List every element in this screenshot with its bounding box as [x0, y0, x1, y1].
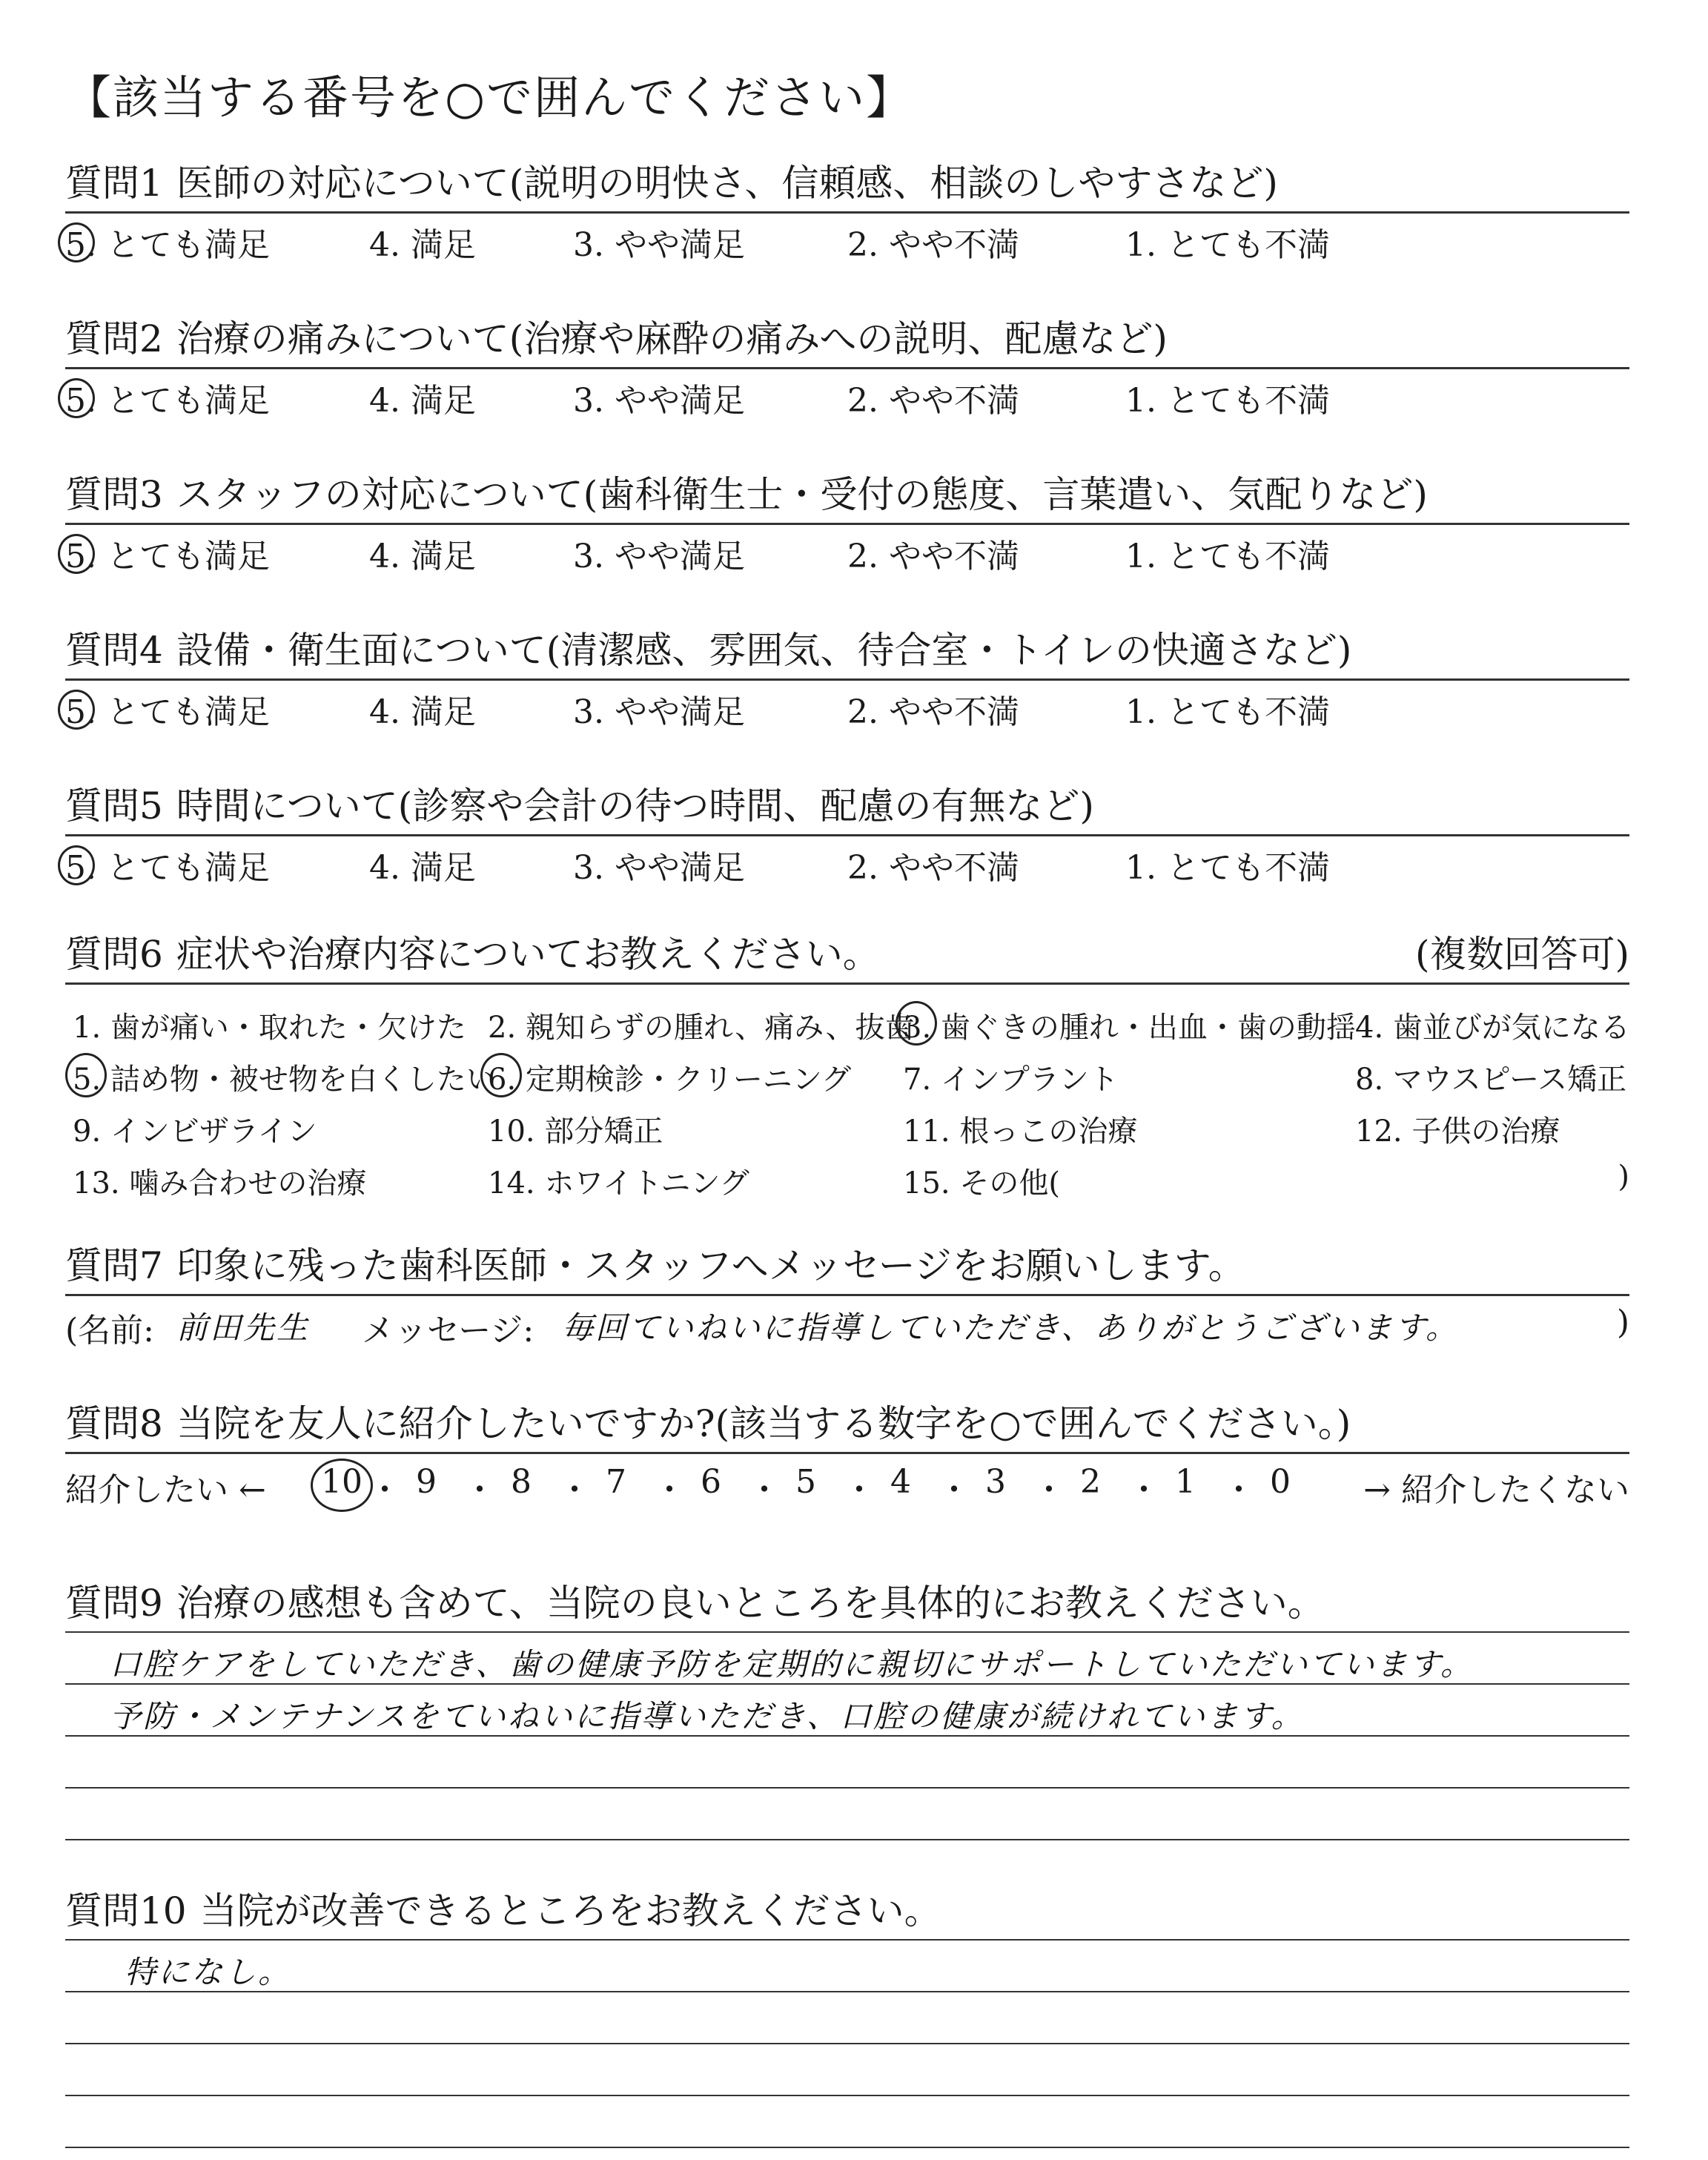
rating-option[interactable]: 1. とても不満: [1125, 849, 1330, 887]
scale-separator: ・: [748, 1471, 781, 1509]
scale-number[interactable]: 4: [890, 1463, 911, 1501]
scale-number[interactable]: 6: [701, 1463, 721, 1501]
question-number: 質問4: [65, 629, 163, 672]
answer-lines: [65, 1627, 1629, 1849]
page-header: 【該当する番号を○で囲んでください】: [65, 70, 914, 125]
answer-line-1: 特になし。: [125, 1954, 292, 1990]
scale-number[interactable]: 0: [1270, 1463, 1291, 1501]
question-2: [65, 315, 1629, 421]
rule: [65, 1991, 1629, 1992]
rating-option[interactable]: 5. とても満足: [65, 218, 270, 265]
scale-separator: ・: [843, 1471, 875, 1509]
rating-options: [65, 681, 1629, 733]
scale-separator: ・: [938, 1471, 970, 1509]
question-number: 質問3: [65, 473, 163, 516]
question-title: 時間について(診察や会計の待つ時間、配慮の有無など): [176, 785, 1094, 828]
question-9: [65, 1579, 1629, 1849]
symptom-option[interactable]: 8. マウスピース矯正: [1355, 1063, 1627, 1097]
answer-line-1: 口腔ケアをしていただき、歯の健康予防を定期的に親切にサポートしていただいています。: [110, 1646, 1474, 1682]
rule: [65, 2095, 1629, 2096]
question-title: 医師の対応について(説明の明快さ、信頼感、相談のしやすさなど): [176, 162, 1278, 205]
rating-option[interactable]: 4. 満足: [369, 382, 476, 420]
question-title: 治療の痛みについて(治療や麻酔の痛みへの説明、配慮など): [176, 317, 1168, 360]
scale-number[interactable]: 1: [1175, 1463, 1196, 1501]
scale-separator: ・: [558, 1471, 591, 1509]
symptom-option: ): [1618, 1160, 1629, 1194]
question-number: 質問2: [65, 317, 163, 360]
symptom-option[interactable]: 7. インプラント: [903, 1063, 1119, 1097]
scale-separator: ・: [1222, 1471, 1255, 1509]
rating-option[interactable]: 1. とても不満: [1125, 538, 1330, 575]
question-title: 当院を友人に紹介したいですか?(該当する数字を○で囲んでください。): [176, 1402, 1351, 1445]
question-4: [65, 627, 1629, 733]
question-title: 当院が改善できるところをお教えください。: [199, 1889, 941, 1932]
symptom-option[interactable]: 5. 詰め物・被せ物を白くしたい: [73, 1056, 496, 1098]
question-6: [65, 931, 1629, 1207]
scale-number[interactable]: 8: [511, 1463, 532, 1501]
rating-option[interactable]: 2. やや不満: [847, 226, 1019, 264]
rating-option[interactable]: 4. 満足: [369, 849, 476, 887]
rating-option[interactable]: 5. とても満足: [65, 685, 270, 733]
symptom-option[interactable]: 15. その他(: [903, 1166, 1060, 1200]
scale-separator: ・: [463, 1471, 496, 1509]
message-label: メッセージ:: [362, 1312, 534, 1350]
question-number: 質問9: [65, 1582, 163, 1625]
rating-option[interactable]: 5. とても満足: [65, 374, 270, 421]
rule: [65, 1839, 1629, 1840]
message-value: 毎回ていねいに指導していただき、ありがとうございます。: [562, 1309, 1459, 1346]
rating-option[interactable]: 2. やや不満: [847, 849, 1019, 887]
rating-option[interactable]: 2. やや不満: [847, 382, 1019, 420]
name-label: (名前:: [65, 1312, 154, 1350]
rating-options: [65, 369, 1629, 421]
rating-option[interactable]: 1. とても不満: [1125, 382, 1330, 420]
message-line: [65, 1296, 1629, 1348]
symptom-options: [65, 985, 1629, 1207]
rating-option[interactable]: 4. 満足: [369, 226, 476, 264]
rating-option[interactable]: 3. やや満足: [573, 382, 745, 420]
question-number: 質問8: [65, 1402, 163, 1445]
symptom-option[interactable]: 11. 根っこの治療: [903, 1114, 1138, 1149]
rating-option[interactable]: 4. 満足: [369, 693, 476, 731]
rule: [65, 1631, 1629, 1633]
question-number: 質問1: [65, 162, 163, 205]
name-value: 前田先生: [176, 1309, 311, 1346]
symptom-option[interactable]: 1. 歯が痛い・取れた・欠けた: [73, 1011, 466, 1045]
scale-number[interactable]: 2: [1080, 1463, 1101, 1501]
rating-options: [65, 836, 1629, 888]
rule: [65, 1939, 1629, 1941]
rating-option[interactable]: 2. やや不満: [847, 538, 1019, 575]
symptom-option[interactable]: 10. 部分矯正: [488, 1114, 663, 1149]
close-paren: ): [1616, 1304, 1629, 1341]
question-title: 設備・衛生面について(清潔感、雰囲気、待合室・トイレの快適さなど): [176, 629, 1352, 672]
symptom-option[interactable]: 4. 歯並びが気になる: [1355, 1011, 1630, 1045]
rule: [65, 2043, 1629, 2044]
rating-option[interactable]: 3. やや満足: [573, 226, 745, 264]
rating-option[interactable]: 3. やや満足: [573, 538, 745, 575]
scale-number[interactable]: 10: [321, 1463, 363, 1501]
rating-option[interactable]: 4. 満足: [369, 538, 476, 575]
question-number: 質問7: [65, 1244, 163, 1287]
question-title: スタッフの対応について(歯科衛生士・受付の態度、言葉遣い、気配りなど): [176, 473, 1428, 516]
question-5: [65, 782, 1629, 888]
scale-number[interactable]: 5: [795, 1463, 816, 1501]
symptom-option[interactable]: 13. 噛み合わせの治療: [73, 1166, 367, 1200]
question-10: [65, 1887, 1629, 2157]
question-title: 治療の感想も含めて、当院の良いところを具体的にお教えください。: [176, 1582, 1325, 1625]
answer-line-2: 予防・メンテナンスをていねいに指導いただき、口腔の健康が続けれています。: [110, 1698, 1305, 1734]
question-1: [65, 159, 1629, 265]
rating-options: [65, 525, 1629, 577]
rating-option[interactable]: 5. とても満足: [65, 529, 270, 577]
symptom-option[interactable]: 14. ホワイトニング: [488, 1166, 749, 1200]
rating-option[interactable]: 2. やや不満: [847, 693, 1019, 731]
question-3: [65, 471, 1629, 577]
question-8: [65, 1400, 1629, 1513]
scale-separator: ・: [1033, 1471, 1065, 1509]
recommend-scale: [65, 1454, 1629, 1513]
scale-left-label: 紹介したい ←: [65, 1471, 266, 1509]
rating-option[interactable]: 3. やや満足: [573, 849, 745, 887]
question-title: 症状や治療内容についてお教えください。: [176, 933, 880, 976]
scale-right-label: → 紹介したくない: [1363, 1471, 1629, 1509]
symptom-option[interactable]: 3. 歯ぐきの腫れ・出血・歯の動揺: [903, 1004, 1356, 1046]
symptom-option[interactable]: 12. 子供の治療: [1355, 1114, 1560, 1149]
symptom-option[interactable]: 9. インビザライン: [73, 1114, 317, 1149]
symptom-option[interactable]: 2. 親知らずの腫れ、痛み、抜歯: [488, 1011, 915, 1045]
question-number: 質問6: [65, 933, 163, 976]
scale-number[interactable]: 9: [416, 1463, 437, 1501]
multiple-answer-note: (複数回答可): [1414, 933, 1629, 976]
scale-separator: ・: [653, 1471, 686, 1509]
rating-option[interactable]: 1. とても不満: [1125, 226, 1330, 264]
rating-option[interactable]: 5. とても満足: [65, 841, 270, 888]
scale-separator: ・: [368, 1471, 401, 1509]
rating-options: [65, 214, 1629, 265]
question-7: [65, 1242, 1629, 1348]
question-number: 質問5: [65, 785, 163, 828]
rating-option[interactable]: 1. とても不満: [1125, 693, 1330, 731]
question-number: 質問10: [65, 1889, 187, 1932]
question-title: 印象に残った歯科医師・スタッフへメッセージをお願いします。: [176, 1244, 1245, 1287]
scale-separator: ・: [1128, 1471, 1160, 1509]
scale-number[interactable]: 7: [606, 1463, 626, 1501]
answer-lines: [65, 1935, 1629, 2157]
symptom-option[interactable]: 6. 定期検診・クリーニング: [488, 1056, 851, 1098]
rule: [65, 1787, 1629, 1789]
rating-option[interactable]: 3. やや満足: [573, 693, 745, 731]
scale-number[interactable]: 3: [985, 1463, 1006, 1501]
rule: [65, 2147, 1629, 2148]
